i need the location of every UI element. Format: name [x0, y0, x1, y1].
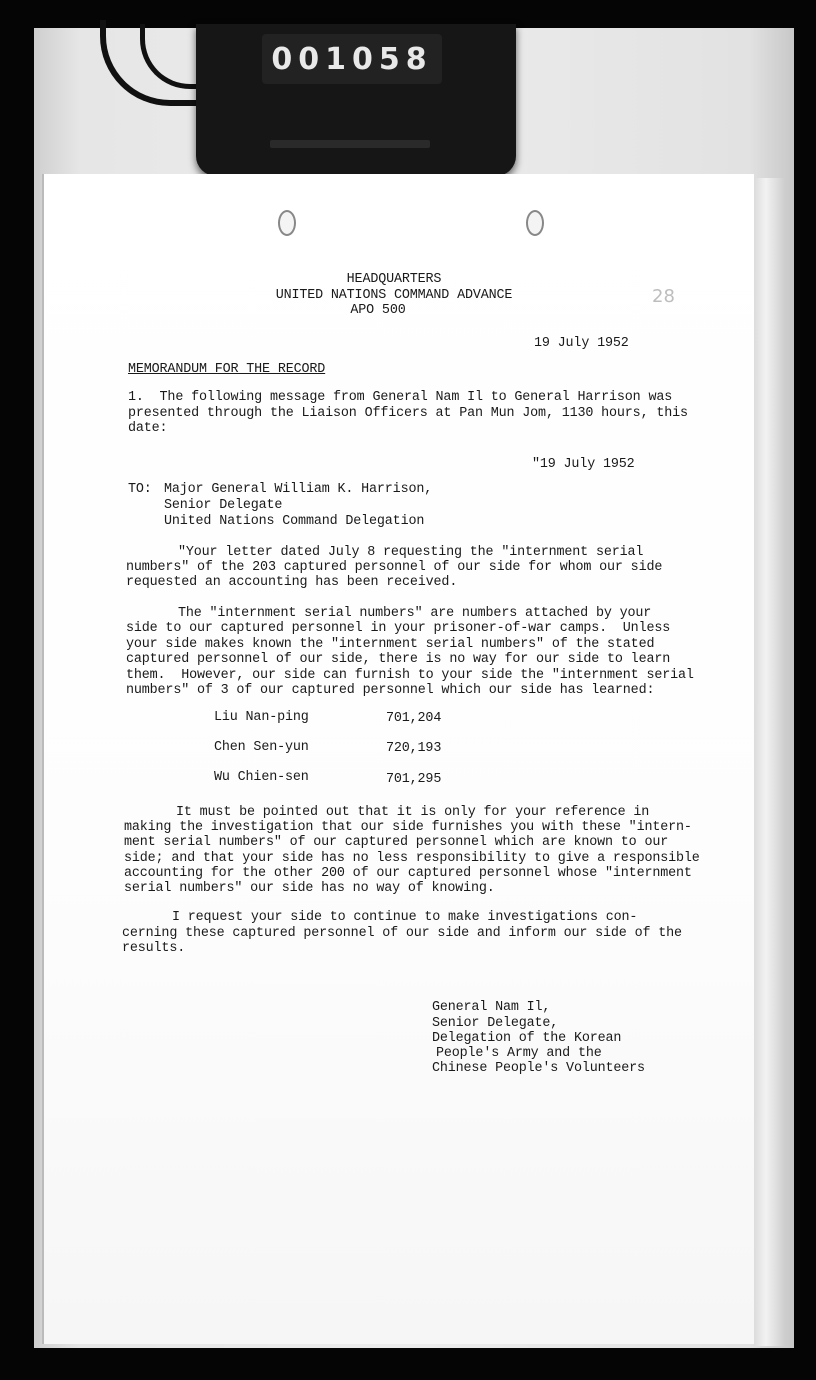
punch-hole-right [526, 210, 544, 236]
para2-line: them. However, our side can furnish to your side the "internment serial [126, 668, 694, 683]
para2-line: your side makes known the "internment serial numbers" of the stated [126, 637, 655, 652]
signature-line: People's Army and the [436, 1046, 602, 1061]
signature-line: Delegation of the Korean [432, 1031, 622, 1046]
para2-line: side to our captured personnel in your prisoner-of-war camps. Unless [126, 621, 671, 636]
letter-date: "19 July 1952 [532, 457, 635, 472]
para3-line: making the investigation that our side furnishes you with these "intern- [124, 820, 692, 835]
counter-slot [270, 140, 430, 148]
para2-line: The "internment serial numbers" are numbers attached by your [178, 606, 652, 621]
personnel-name: Liu Nan-ping [214, 710, 309, 725]
personnel-serial: 701,295 [386, 772, 442, 787]
para4-line: I request your side to continue to make investigations con- [172, 910, 638, 925]
addressee-line: Major General William K. Harrison, [164, 482, 433, 497]
signature-line: Chinese People's Volunteers [432, 1061, 645, 1076]
para1-line: "Your letter dated July 8 requesting the "internment serial [178, 545, 644, 560]
counter-window [262, 34, 442, 84]
personnel-name: Chen Sen-yun [214, 740, 309, 755]
page-number: 28 [652, 286, 675, 307]
para3-line: serial numbers" our side has no way of knowing. [124, 881, 495, 896]
para3-line: side; and that your side has no less responsibility to give a responsible [124, 851, 700, 866]
para3-line: ment serial numbers" of our captured personnel which are known to our [124, 835, 669, 850]
para1-line: requested an accounting has been received. [126, 575, 458, 590]
header-line-3: APO 500 [350, 303, 406, 318]
header-line-2: UNITED NATIONS COMMAND ADVANCE [275, 288, 513, 303]
para4-line: cerning these captured personnel of our side and inform our side of the [122, 926, 682, 941]
intro-line: 1. The following message from General Nam Il to General Harrison was [128, 390, 673, 405]
signature-line: Senior Delegate, [432, 1016, 559, 1031]
counter-digits: 001058 [271, 41, 433, 77]
to-label: TO: [128, 482, 152, 497]
para3-line: It must be pointed out that it is only for your reference in [176, 805, 650, 820]
para1-line: numbers" of the 203 captured personnel of our side for whom our side [126, 560, 663, 575]
personnel-serial: 701,204 [386, 711, 442, 726]
signature-line: General Nam Il, [432, 1000, 551, 1015]
memo-page [44, 174, 754, 1344]
para3-line: accounting for the other 200 of our captured personnel whose "internment [124, 866, 692, 881]
paper-stack-edge [754, 178, 784, 1346]
punch-hole-left [278, 210, 296, 236]
memo-title: MEMORANDUM FOR THE RECORD [128, 362, 326, 377]
personnel-name: Wu Chien-sen [214, 770, 309, 785]
intro-line: date: [128, 421, 168, 436]
addressee-line: United Nations Command Delegation [164, 514, 425, 529]
para2-line: numbers" of 3 of our captured personnel which our side has learned: [126, 683, 655, 698]
memo-date: 19 July 1952 [534, 336, 629, 351]
para2-line: captured personnel of our side, there is no way for our side to learn [126, 652, 671, 667]
header-line-1: HEADQUARTERS [346, 272, 442, 287]
addressee-line: Senior Delegate [164, 498, 283, 513]
personnel-serial: 720,193 [386, 741, 442, 756]
intro-line: presented through the Liaison Officers at Pan Mun Jom, 1130 hours, this [128, 406, 688, 421]
para4-line: results. [122, 941, 186, 956]
